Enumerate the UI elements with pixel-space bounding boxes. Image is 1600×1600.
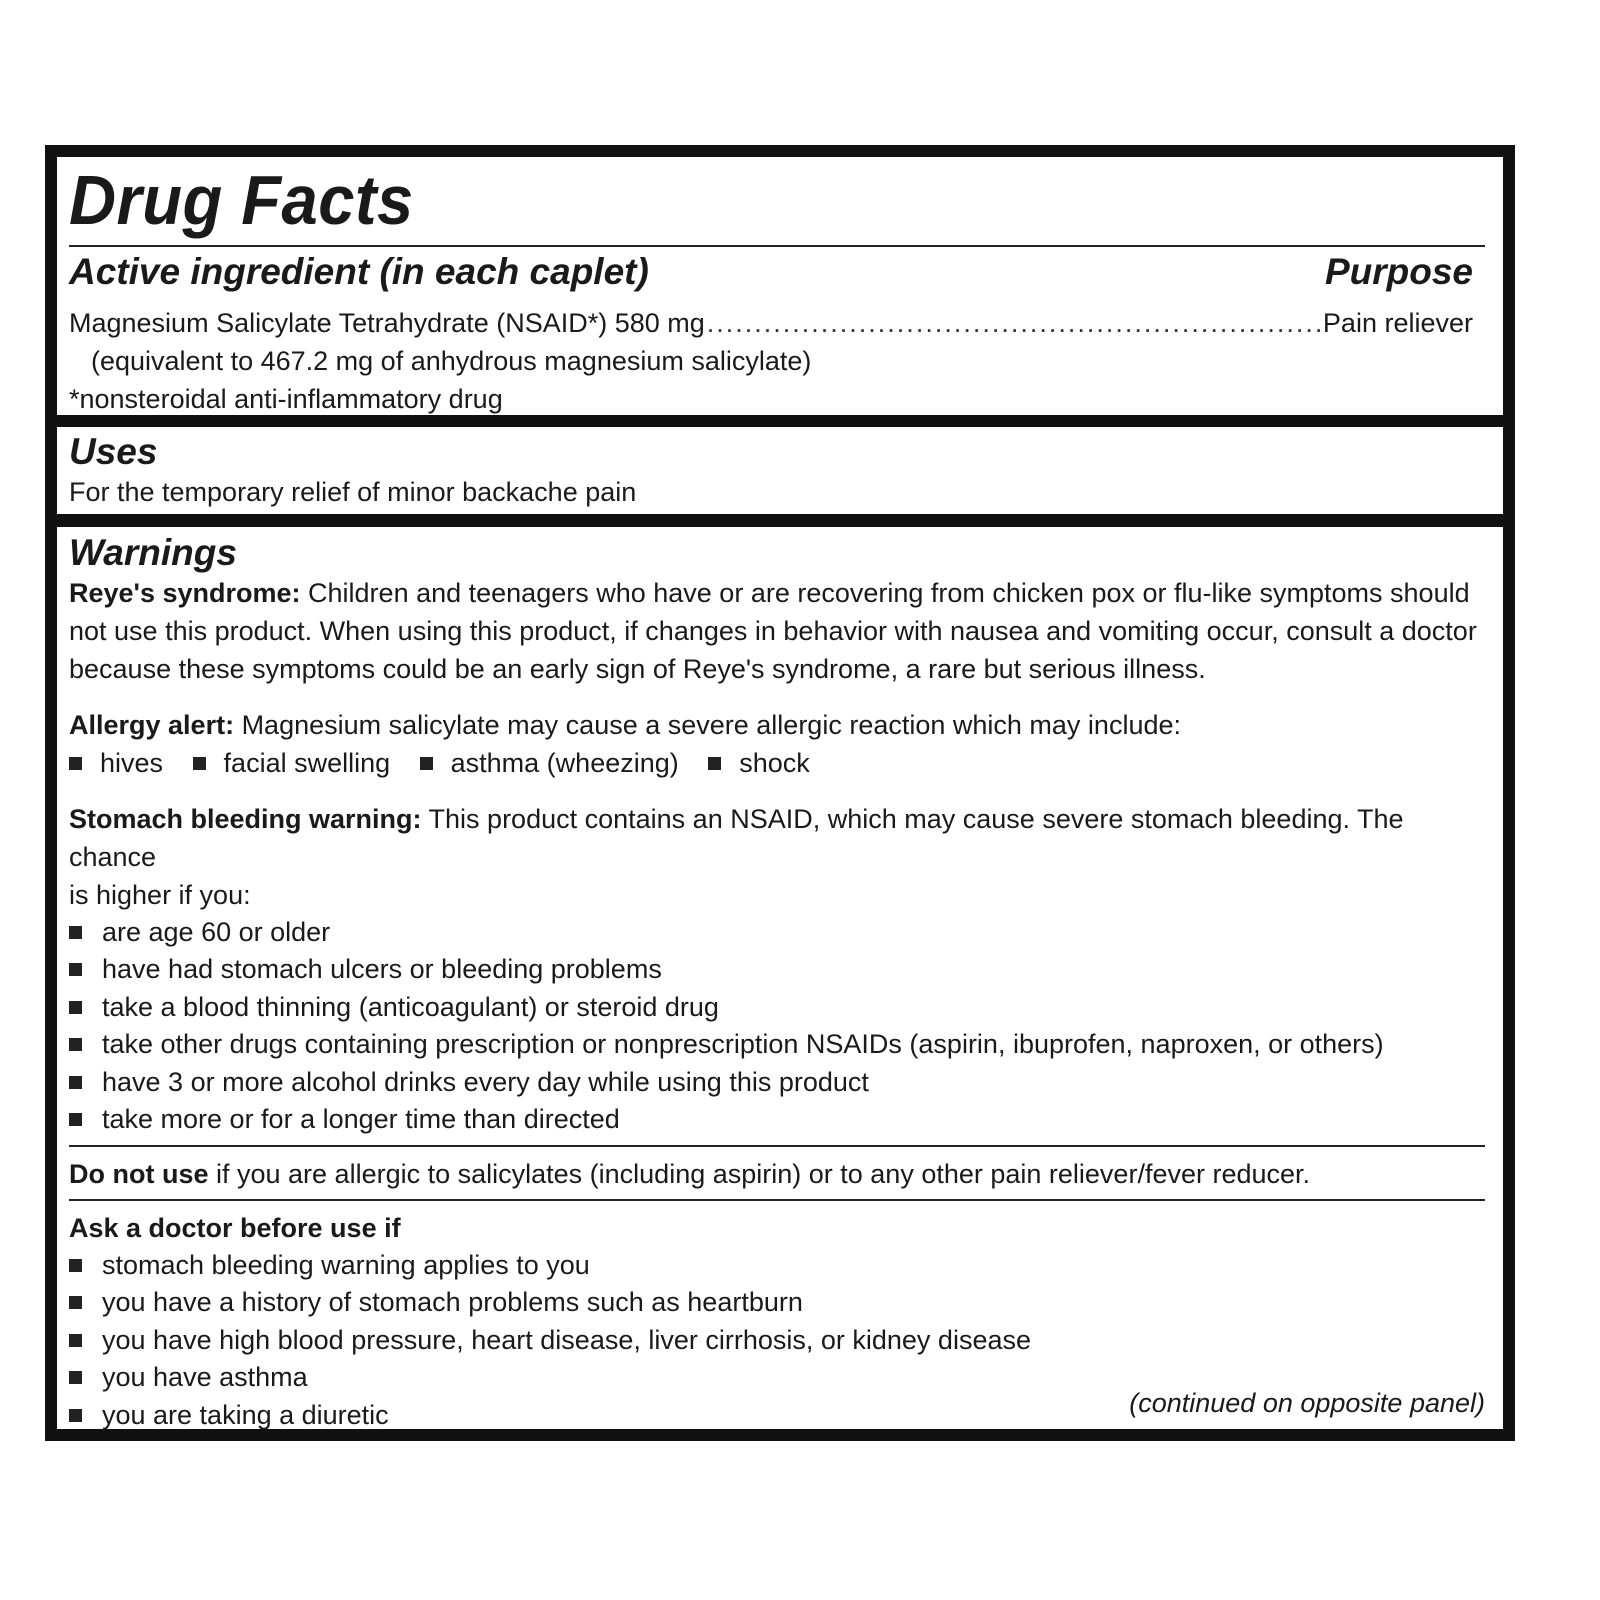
bullet-icon: [69, 1371, 82, 1384]
list-item: hives: [69, 748, 163, 778]
do-not-use-label: Do not use: [69, 1158, 209, 1189]
ingredient-footnote: *nonsteroidal anti-inflammatory drug: [69, 384, 503, 414]
allergy-alert: [69, 706, 1485, 744]
list-item: are age 60 or older: [69, 914, 1485, 952]
list-item: you have high blood pressure, heart disease, liver cirrhosis, or kidney disease: [69, 1322, 1485, 1360]
list-item: take more or for a longer time than directed: [69, 1101, 1485, 1139]
bullet-icon: [69, 926, 82, 939]
stomach-label: Stomach bleeding warning:: [69, 803, 422, 834]
bullet-icon: [69, 1409, 82, 1422]
ingredient-name: Magnesium Salicylate Tetrahydrate (NSAID*) 580 mg: [69, 308, 705, 338]
bullet-icon: [420, 757, 433, 770]
list-item: take a blood thinning (anticoagulant) or steroid drug: [69, 989, 1485, 1027]
list-item: have 3 or more alcohol drinks every day while using this product: [69, 1064, 1485, 1102]
stomach-text-2: is higher if you:: [69, 879, 251, 910]
active-ingredient-section: [57, 157, 1503, 415]
reye-label: Reye's syndrome:: [69, 577, 301, 608]
uses-heading: Uses: [69, 431, 158, 472]
list-item: shock: [708, 748, 810, 778]
list-item: asthma (wheezing): [420, 748, 679, 778]
ingredient-row: [69, 304, 1473, 342]
bullet-icon: [69, 1113, 82, 1126]
allergy-symptom-list: [69, 744, 1485, 782]
divider: [69, 1199, 1485, 1201]
stomach-text-1: This product contains an NSAID, which may cause severe stomach bleeding. The chance: [69, 803, 1404, 872]
bullet-icon: [69, 757, 82, 770]
uses-text: For the temporary relief of minor backache pain: [69, 476, 637, 507]
active-ingredient-header: [69, 252, 1473, 293]
uses-section: [57, 427, 1503, 514]
warnings-heading: Warnings: [69, 532, 237, 573]
drug-facts-panel: [45, 145, 1515, 1441]
ingredient-equivalent: (equivalent to 467.2 mg of anhydrous magnesium salicylate): [91, 346, 812, 376]
list-item: you are taking a diuretic: [69, 1397, 1485, 1435]
divider: [69, 1145, 1485, 1147]
purpose-heading: Purpose: [1324, 251, 1473, 292]
bullet-icon: [69, 1296, 82, 1309]
bullet-icon: [69, 1334, 82, 1347]
divider: [69, 245, 1485, 247]
page-title: Drug Facts: [69, 161, 414, 239]
bullet-icon: [69, 1001, 82, 1014]
bullet-icon: [69, 1076, 82, 1089]
list-item: have had stomach ulcers or bleeding problems: [69, 951, 1485, 989]
do-not-use-text: if you are allergic to salicylates (including aspirin) or to any other pain reliever/fever reducer.: [208, 1158, 1311, 1189]
bullet-icon: [708, 757, 721, 770]
ask-doctor-heading: Ask a doctor before use if: [69, 1212, 401, 1243]
allergy-label: Allergy alert:: [69, 709, 235, 740]
active-ingredient-heading: Active ingredient (in each caplet): [69, 251, 649, 292]
do-not-use: [69, 1155, 1485, 1193]
list-item: you have asthma: [69, 1359, 1485, 1397]
reye-text-3: because these symptoms could be an early sign of Reye's syndrome, a rare but serious illness.: [69, 653, 1206, 684]
stomach-bleeding-warning: [69, 800, 1485, 914]
list-item: you have a history of stomach problems such as heartburn: [69, 1284, 1485, 1322]
warnings-section: [57, 527, 1503, 1429]
reye-warning: [69, 574, 1485, 688]
list-item: facial swelling: [193, 748, 391, 778]
ingredient-purpose: Pain reliever: [1322, 308, 1473, 338]
reye-text-1: Children and teenagers who have or are recovering from chicken pox or flu-like symptoms should: [300, 577, 1470, 608]
reye-text-2: not use this product. When using this product, if changes in behavior with nausea and vomiting occur, consult a doctor: [69, 615, 1477, 646]
bullet-icon: [69, 1259, 82, 1272]
bullet-icon: [69, 963, 82, 976]
allergy-text: Magnesium salicylate may cause a severe allergic reaction which may include:: [234, 709, 1181, 740]
continued-note: (continued on opposite panel): [1129, 1388, 1485, 1418]
leader-dots: [707, 304, 1321, 342]
bullet-icon: [69, 1038, 82, 1051]
list-item: stomach bleeding warning applies to you: [69, 1247, 1485, 1285]
stomach-risk-list: [69, 914, 1485, 1139]
bullet-icon: [193, 757, 206, 770]
list-item: take other drugs containing prescription or nonprescription NSAIDs (aspirin, ibuprofen, naproxen, or others): [69, 1026, 1485, 1064]
